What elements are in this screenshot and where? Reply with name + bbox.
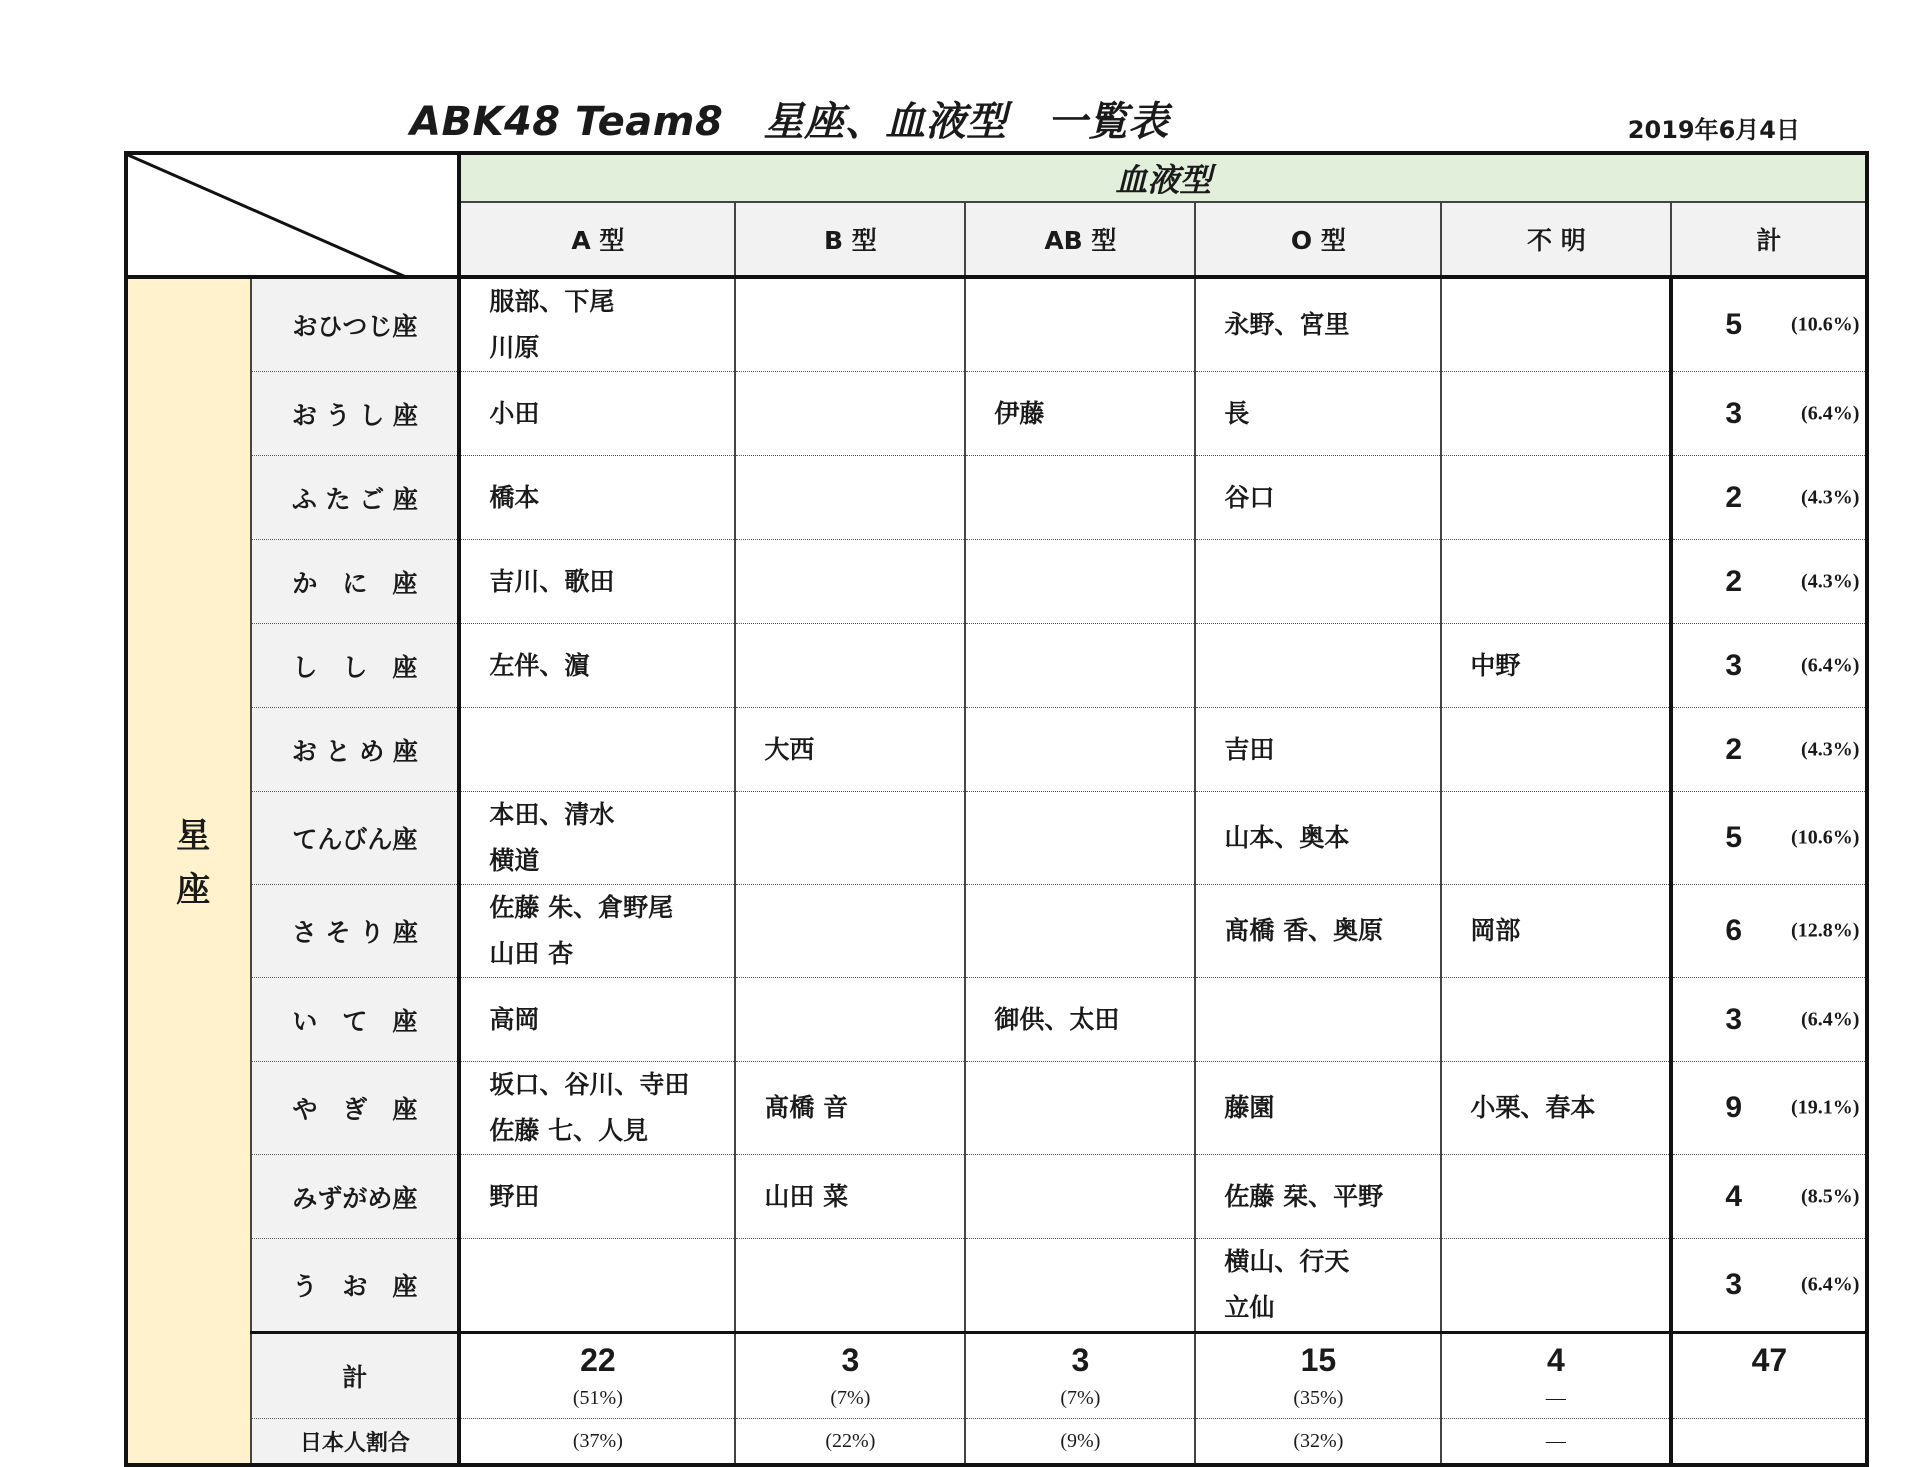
date-label: 2019年6月4日	[1627, 116, 1800, 144]
corner-cell	[126, 153, 459, 277]
member-cell-b	[735, 792, 965, 885]
table-row	[126, 885, 1867, 978]
member-names: 坂口、谷川、寺田	[489, 1070, 690, 1099]
member-cell-a	[459, 540, 735, 624]
member-cell-ab	[965, 885, 1195, 978]
member-cell-b	[735, 624, 965, 708]
member-names: 高岡	[489, 1004, 540, 1034]
member-cell-o	[1195, 885, 1441, 978]
row-total-percent: (8.5%)	[1801, 1185, 1860, 1207]
summary-cell	[1441, 1333, 1671, 1419]
row-total-cell	[1671, 456, 1867, 540]
member-names: 山田 菜	[764, 1181, 849, 1211]
row-total-cell	[1671, 885, 1867, 978]
member-names: 長	[1224, 398, 1250, 428]
member-names: 野田	[489, 1181, 540, 1211]
member-cell-unknown	[1441, 540, 1671, 624]
row-total-percent: (6.4%)	[1801, 402, 1860, 424]
member-cell-unknown	[1441, 978, 1671, 1062]
row-total-percent: (12.8%)	[1791, 919, 1860, 942]
japan-ratio-cell: (22%)	[735, 1419, 965, 1466]
member-names: 本田、清水	[489, 800, 615, 829]
col-header-a: A 型	[459, 202, 735, 277]
member-cell-o	[1195, 792, 1441, 885]
row-total-count: 3	[1725, 648, 1743, 682]
table-row	[126, 372, 1867, 456]
zodiac-sign-label: お う し 座	[251, 372, 459, 456]
summary-label: 計	[251, 1333, 459, 1419]
member-cell-ab	[965, 1239, 1195, 1333]
member-cell-unknown	[1441, 456, 1671, 540]
member-cell-a	[459, 372, 735, 456]
row-total-cell	[1671, 1062, 1867, 1155]
member-cell-o	[1195, 372, 1441, 456]
member-cell-a	[459, 792, 735, 885]
member-cell-unknown	[1441, 708, 1671, 792]
zodiac-sign-label: し し 座	[251, 624, 459, 708]
summary-percent: (35%)	[1293, 1387, 1344, 1409]
member-cell-b	[735, 708, 965, 792]
row-total-cell	[1671, 372, 1867, 456]
member-cell-unknown	[1441, 1239, 1671, 1333]
col-header-o: O 型	[1195, 202, 1441, 277]
row-total-cell	[1671, 978, 1867, 1062]
row-total-cell	[1671, 792, 1867, 885]
member-names: 小栗、春本	[1470, 1093, 1596, 1122]
row-total-count: 5	[1725, 308, 1743, 341]
member-cell-b	[735, 1155, 965, 1239]
summary-count: 4	[1546, 1342, 1565, 1378]
zodiac-sign-label: てんびん座	[251, 792, 459, 885]
member-cell-ab	[965, 978, 1195, 1062]
table-row	[126, 978, 1867, 1062]
zodiac-sign-label: う お 座	[251, 1239, 459, 1333]
zodiac-sign-label: い て 座	[251, 978, 459, 1062]
member-cell-o	[1195, 540, 1441, 624]
table-row	[126, 1062, 1867, 1155]
table-row	[126, 708, 1867, 792]
row-total-count: 5	[1725, 821, 1743, 854]
table-row	[126, 1155, 1867, 1239]
summary-percent: —	[1545, 1387, 1566, 1409]
member-names: 谷口	[1224, 482, 1275, 512]
summary-count: 15	[1300, 1342, 1337, 1378]
col-header-unknown: 不 明	[1441, 202, 1671, 277]
diagonal-divider	[128, 155, 406, 277]
member-cell-ab	[965, 792, 1195, 885]
member-names: 伊藤	[994, 398, 1045, 428]
member-names: 永野、宮里	[1224, 310, 1350, 339]
japan-ratio-cell: (37%)	[459, 1419, 735, 1466]
member-cell-b	[735, 277, 965, 372]
summary-cell	[735, 1333, 965, 1419]
member-cell-o	[1195, 277, 1441, 372]
member-cell-ab	[965, 456, 1195, 540]
zodiac-sign-label: さ そ り 座	[251, 885, 459, 978]
member-cell-b	[735, 1239, 965, 1333]
table-row	[126, 456, 1867, 540]
row-total-percent: (6.4%)	[1801, 1273, 1860, 1296]
member-cell-unknown	[1441, 277, 1671, 372]
member-names: 中野	[1470, 650, 1521, 680]
zodiac-blood-table	[124, 151, 1869, 1467]
member-names: 山田 杏	[489, 939, 574, 968]
japan-ratio-cell: (32%)	[1195, 1419, 1441, 1466]
member-cell-unknown	[1441, 885, 1671, 978]
row-total-percent: (4.3%)	[1801, 570, 1860, 592]
member-cell-ab	[965, 1062, 1195, 1155]
member-cell-o	[1195, 1062, 1441, 1155]
member-cell-a	[459, 1155, 735, 1239]
blood-type-header: 血液型	[459, 153, 1867, 202]
member-cell-a	[459, 277, 735, 372]
japan-ratio-label: 日本人割合	[251, 1419, 459, 1466]
zodiac-sign-label: みずがめ座	[251, 1155, 459, 1239]
member-names: 服部、下尾	[489, 287, 615, 316]
row-total-count: 9	[1725, 1091, 1743, 1124]
member-cell-ab	[965, 372, 1195, 456]
member-cell-b	[735, 885, 965, 978]
zodiac-sign-label: おひつじ座	[251, 277, 459, 372]
member-names: 川原	[489, 333, 540, 362]
japan-ratio-cell: —	[1441, 1419, 1671, 1466]
member-names: 左伴、濵	[489, 650, 590, 680]
summary-percent: (51%)	[572, 1387, 623, 1409]
member-cell-o	[1195, 1155, 1441, 1239]
row-total-percent: (10.6%)	[1791, 826, 1860, 849]
table-row	[126, 624, 1867, 708]
member-cell-ab	[965, 1155, 1195, 1239]
japan-ratio-row	[126, 1419, 1867, 1466]
summary-cell	[459, 1333, 735, 1419]
row-total-percent: (6.4%)	[1801, 654, 1860, 676]
row-total-percent: (19.1%)	[1791, 1096, 1860, 1119]
member-cell-unknown	[1441, 1155, 1671, 1239]
member-names: 髙橋 音	[764, 1093, 849, 1122]
summary-percent: (7%)	[830, 1387, 871, 1409]
member-cell-a	[459, 708, 735, 792]
member-names: 立仙	[1224, 1293, 1275, 1322]
member-cell-a	[459, 1239, 735, 1333]
member-cell-a	[459, 456, 735, 540]
row-total-cell	[1671, 277, 1867, 372]
zodiac-sign-label: か に 座	[251, 540, 459, 624]
table-row	[126, 540, 1867, 624]
table-row	[126, 792, 1867, 885]
member-names: 大西	[764, 734, 815, 764]
member-cell-a	[459, 978, 735, 1062]
member-names: 山本、奥本	[1224, 823, 1350, 852]
member-cell-o	[1195, 1239, 1441, 1333]
row-total-percent: (6.4%)	[1801, 1008, 1860, 1030]
summary-count: 47	[1751, 1342, 1788, 1378]
row-total-percent: (4.3%)	[1801, 738, 1860, 760]
summary-count: 3	[1071, 1342, 1090, 1378]
zodiac-sign-label: お と め 座	[251, 708, 459, 792]
member-names: 横道	[489, 846, 540, 875]
member-cell-unknown	[1441, 624, 1671, 708]
member-names: 佐藤 栞、平野	[1224, 1181, 1384, 1211]
member-cell-b	[735, 456, 965, 540]
member-names: 佐藤 朱、倉野尾	[489, 893, 674, 922]
row-total-cell	[1671, 540, 1867, 624]
member-cell-ab	[965, 708, 1195, 792]
row-total-count: 2	[1725, 732, 1743, 766]
summary-percent: (7%)	[1060, 1387, 1101, 1409]
summary-cell	[1671, 1333, 1867, 1419]
row-total-count: 2	[1725, 564, 1743, 598]
member-names: 藤園	[1224, 1093, 1275, 1122]
member-names: 吉田	[1224, 734, 1275, 764]
summary-count: 22	[580, 1342, 616, 1378]
member-cell-ab	[965, 624, 1195, 708]
member-cell-o	[1195, 624, 1441, 708]
zodiac-sign-label: や ぎ 座	[251, 1062, 459, 1155]
page-title: ABK48 Team8 星座、血液型 一覧表	[410, 99, 1169, 145]
table-row	[126, 277, 1867, 372]
row-total-cell	[1671, 1155, 1867, 1239]
member-cell-b	[735, 372, 965, 456]
row-total-percent: (10.6%)	[1791, 313, 1860, 336]
summary-count: 3	[841, 1342, 860, 1378]
row-total-count: 6	[1725, 914, 1743, 947]
member-cell-o	[1195, 708, 1441, 792]
member-cell-o	[1195, 978, 1441, 1062]
row-total-count: 3	[1725, 396, 1743, 430]
summary-cell	[965, 1333, 1195, 1419]
member-names: 髙橋 香、奥原	[1224, 916, 1384, 945]
zodiac-header: 星座	[126, 277, 251, 1465]
member-cell-b	[735, 978, 965, 1062]
row-total-cell	[1671, 624, 1867, 708]
col-header-total: 計	[1671, 202, 1867, 277]
member-cell-a	[459, 885, 735, 978]
member-cell-a	[459, 1062, 735, 1155]
member-cell-unknown	[1441, 792, 1671, 885]
member-cell-a	[459, 624, 735, 708]
member-names: 小田	[489, 398, 540, 428]
member-cell-o	[1195, 456, 1441, 540]
summary-row	[126, 1333, 1867, 1419]
zodiac-sign-label: ふ た ご 座	[251, 456, 459, 540]
japan-ratio-cell	[1671, 1419, 1867, 1466]
japan-ratio-cell: (9%)	[965, 1419, 1195, 1466]
col-header-ab: AB 型	[965, 202, 1195, 277]
row-total-cell	[1671, 708, 1867, 792]
member-names: 横山、行天	[1224, 1247, 1350, 1276]
member-cell-ab	[965, 540, 1195, 624]
row-total-count: 3	[1725, 1268, 1743, 1301]
member-cell-ab	[965, 277, 1195, 372]
row-total-cell	[1671, 1239, 1867, 1333]
member-names: 橋本	[489, 482, 540, 512]
member-cell-b	[735, 1062, 965, 1155]
row-total-percent: (4.3%)	[1801, 486, 1860, 508]
summary-cell	[1195, 1333, 1441, 1419]
row-total-count: 4	[1725, 1179, 1743, 1213]
member-cell-b	[735, 540, 965, 624]
row-total-count: 3	[1725, 1002, 1743, 1036]
col-header-b: B 型	[735, 202, 965, 277]
member-names: 御供、太田	[994, 1004, 1120, 1034]
member-cell-unknown	[1441, 372, 1671, 456]
member-names: 佐藤 七、人見	[489, 1116, 649, 1145]
row-total-count: 2	[1725, 480, 1743, 514]
member-names: 吉川、歌田	[489, 566, 615, 596]
table-row	[126, 1239, 1867, 1333]
member-names: 岡部	[1470, 916, 1521, 945]
member-cell-unknown	[1441, 1062, 1671, 1155]
